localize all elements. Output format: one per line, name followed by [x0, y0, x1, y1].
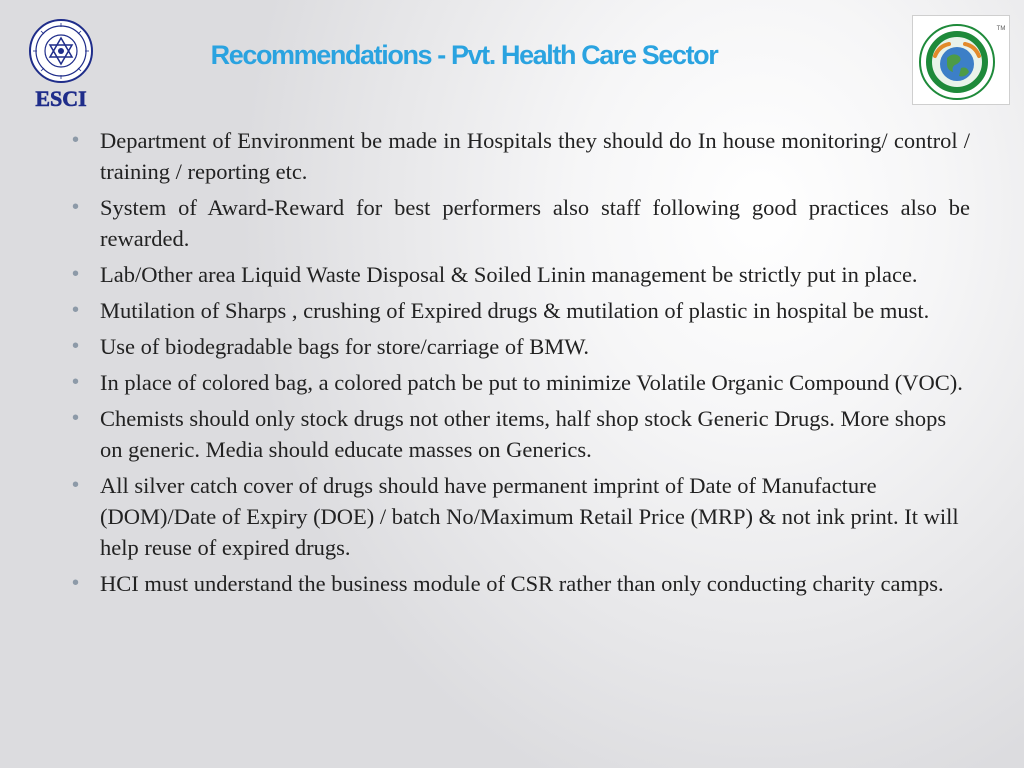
list-item — [72, 403, 970, 465]
list-item — [72, 331, 970, 362]
list-item-text: HCI must understand the business module of CSR rather than only conducting charity camps. — [100, 571, 944, 596]
list-item-text: All silver catch cover of drugs should have permanent imprint of Date of Manufacture (DOM)/Date of Expiry (DOE) / batch No/Maximum Retail Price (MRP) & not ink print. It will help reuse of expired drugs. — [100, 473, 959, 560]
bullet-dot-icon: • — [72, 263, 80, 285]
climate-change-logo-right — [912, 15, 1010, 105]
list-item — [72, 259, 970, 290]
esci-logo-text: ESCI — [35, 86, 87, 110]
bullet-dot-icon: • — [72, 129, 80, 151]
recommendations-list — [72, 125, 970, 604]
bullet-dot-icon: • — [72, 407, 80, 429]
bullet-dot-icon: • — [72, 572, 80, 594]
bullet-dot-icon: • — [72, 196, 80, 218]
list-item-text: Lab/Other area Liquid Waste Disposal & Soiled Linin management be strictly put in place. — [100, 262, 918, 287]
list-item — [72, 125, 970, 187]
bullet-dot-icon: • — [72, 371, 80, 393]
bullet-dot-icon: • — [72, 474, 80, 496]
trademark-text: TM — [996, 26, 1006, 32]
page-title: Recommendations - Pvt. Health Care Sector — [210, 40, 718, 70]
list-item-text: System of Award-Reward for best performers also staff following good practices also be rewarded. — [100, 195, 970, 251]
list-item-text: Mutilation of Sharps , crushing of Expired drugs & mutilation of plastic in hospital be must. — [100, 298, 930, 323]
list-item — [72, 568, 970, 599]
list-item — [72, 295, 970, 326]
bullet-dot-icon: • — [72, 299, 80, 321]
list-item — [72, 470, 970, 563]
climate-globe-icon — [913, 16, 1009, 104]
list-item-text: In place of colored bag, a colored patch be put to minimize Volatile Organic Compound (VOC). — [100, 370, 963, 395]
list-item-text: Use of biodegradable bags for store/carriage of BMW. — [100, 334, 590, 359]
bullet-dot-icon: • — [72, 335, 80, 357]
list-item-text: Department of Environment be made in Hospitals they should do In house monitoring/ control / training / reporting etc. — [100, 128, 970, 184]
list-item-text: Chemists should only stock drugs not other items, half shop stock Generic Drugs. More shops on generic. Media should educate masses on Generics. — [100, 406, 947, 462]
list-item — [72, 367, 970, 398]
list-item — [72, 192, 970, 254]
